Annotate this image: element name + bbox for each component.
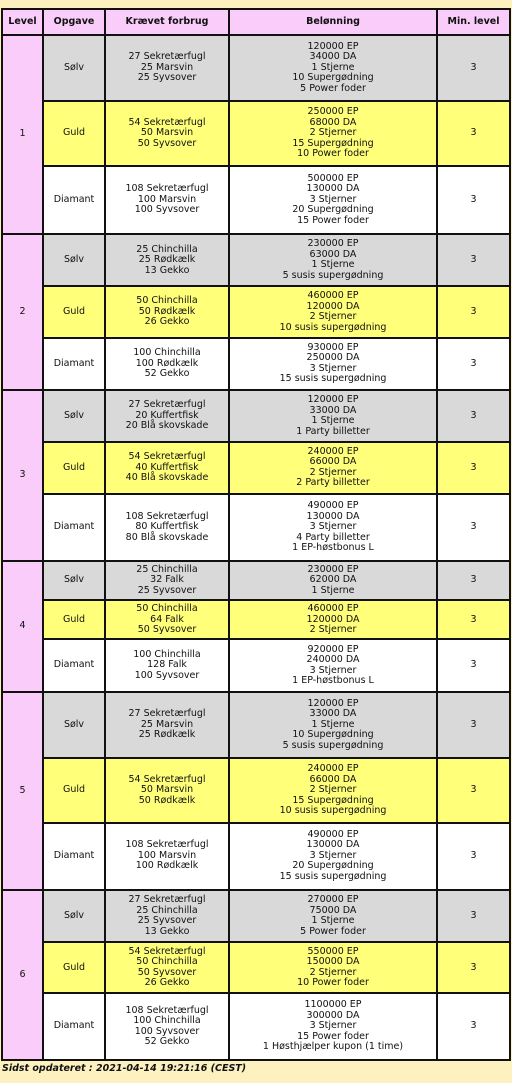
reward-item: 490000 EP	[307, 828, 359, 840]
reward-item: 1 Stjerne	[311, 259, 355, 271]
reward-item: 1 EP-høstbonus L	[292, 675, 374, 687]
reward-item: 1 Høsthjælper kupon (1 time)	[262, 1041, 404, 1053]
level-cell: 1	[2, 35, 43, 234]
required-item: 64 Falk	[150, 613, 184, 625]
required-item: 50 Chinchilla	[136, 956, 198, 968]
header-required: Krævet forbrug	[105, 9, 229, 35]
required-cell	[105, 993, 229, 1060]
required-item: 50 Marsvin	[140, 127, 194, 139]
reward-cell	[229, 600, 437, 639]
required-item: 108 Sekretærfugl	[125, 1004, 209, 1016]
reward-item: 5 susis supergødning	[282, 269, 384, 281]
reward-item: 270000 EP	[307, 894, 359, 906]
required-cell	[105, 600, 229, 639]
task-cell: Guld	[43, 942, 105, 993]
required-cell	[105, 561, 229, 600]
required-cell	[105, 758, 229, 822]
min-level-cell: 3	[437, 600, 510, 639]
required-item: 52 Gekko	[144, 1036, 190, 1048]
rewards-table	[1, 8, 511, 1061]
reward-item: 500000 EP	[307, 172, 359, 184]
table-row	[2, 890, 510, 942]
required-item: 100 Chinchilla	[133, 347, 201, 359]
reward-item: 240000 EP	[307, 445, 359, 457]
required-item: 100 Syvsover	[134, 669, 200, 681]
reward-cell	[229, 338, 437, 390]
min-level-cell: 3	[437, 101, 510, 165]
required-cell	[105, 390, 229, 442]
required-item: 50 Chinchilla	[136, 295, 198, 307]
required-item: 40 Blå skovskade	[125, 472, 209, 484]
reward-item: 33000 DA	[309, 708, 357, 720]
required-item: 108 Sekretærfugl	[125, 510, 209, 522]
reward-item: 1 Stjerne	[311, 718, 355, 730]
reward-item: 920000 EP	[307, 643, 359, 655]
min-level-cell: 3	[437, 692, 510, 758]
reward-item: 1 Stjerne	[311, 584, 355, 596]
min-level-cell: 3	[437, 942, 510, 993]
min-level-cell: 3	[437, 993, 510, 1060]
min-level-cell: 3	[437, 338, 510, 390]
required-item: 32 Falk	[150, 574, 184, 586]
task-cell: Diamant	[43, 338, 105, 390]
required-item: 25 Syvsover	[137, 915, 197, 927]
reward-item: 2 Stjerner	[309, 311, 357, 323]
reward-item: 1 EP-høstbonus L	[292, 542, 374, 554]
required-item: 80 Kuffertfisk	[135, 521, 199, 533]
reward-item: 120000 EP	[307, 40, 359, 52]
table-row	[2, 600, 510, 639]
required-cell	[105, 890, 229, 942]
table-row	[2, 166, 510, 234]
reward-item: 130000 DA	[306, 839, 360, 851]
required-cell	[105, 286, 229, 337]
reward-item: 300000 DA	[306, 1009, 360, 1021]
task-cell: Diamant	[43, 494, 105, 561]
table-row	[2, 234, 510, 286]
reward-item: 33000 DA	[309, 404, 357, 416]
reward-cell	[229, 390, 437, 442]
reward-item: 2 Party billetter	[296, 477, 370, 489]
reward-item: 3 Stjerner	[309, 193, 357, 205]
reward-item: 10 Supergødning	[292, 729, 374, 741]
min-level-cell: 3	[437, 166, 510, 234]
reward-item: 15 Supergødning	[292, 794, 374, 806]
reward-item: 230000 EP	[307, 563, 359, 575]
reward-cell	[229, 993, 437, 1060]
reward-item: 10 Power foder	[297, 148, 369, 160]
table-row	[2, 942, 510, 993]
reward-item: 63000 DA	[309, 248, 357, 260]
min-level-cell: 3	[437, 35, 510, 101]
required-item: 50 Rødkælk	[138, 305, 196, 317]
reward-cell	[229, 561, 437, 600]
task-cell: Diamant	[43, 993, 105, 1060]
reward-item: 2 Stjerner	[309, 624, 357, 636]
required-item: 26 Gekko	[144, 977, 190, 989]
level-cell: 3	[2, 390, 43, 561]
required-cell	[105, 234, 229, 286]
reward-item: 250000 DA	[306, 352, 360, 364]
reward-item: 2 Stjerner	[309, 966, 357, 978]
level-cell: 5	[2, 692, 43, 890]
reward-item: 240000 EP	[307, 763, 359, 775]
reward-cell	[229, 101, 437, 165]
required-cell	[105, 692, 229, 758]
required-item: 54 Sekretærfugl	[128, 773, 206, 785]
reward-item: 5 susis supergødning	[282, 739, 384, 751]
reward-item: 10 Power foder	[297, 977, 369, 989]
min-level-cell: 3	[437, 758, 510, 822]
reward-item: 5 Power foder	[300, 82, 366, 94]
table-row	[2, 561, 510, 600]
reward-item: 490000 EP	[307, 500, 359, 512]
reward-item: 460000 EP	[307, 290, 359, 302]
required-cell	[105, 166, 229, 234]
reward-cell	[229, 286, 437, 337]
required-item: 25 Rødkælk	[138, 254, 196, 266]
required-cell	[105, 494, 229, 561]
last-updated: Sidst opdateret : 2021-04-14 19:21:16 (CEST)	[2, 1063, 247, 1074]
reward-item: 34000 DA	[309, 51, 357, 63]
task-cell: Guld	[43, 286, 105, 337]
reward-cell	[229, 692, 437, 758]
required-item: 50 Syvsover	[137, 624, 197, 636]
min-level-cell: 3	[437, 442, 510, 493]
required-item: 54 Sekretærfugl	[128, 451, 206, 463]
reward-item: 75000 DA	[309, 904, 357, 916]
required-item: 50 Rødkælk	[138, 794, 196, 806]
reward-item: 3 Stjerner	[309, 1020, 357, 1032]
reward-item: 10 susis supergødning	[279, 805, 387, 817]
reward-cell	[229, 234, 437, 286]
table-row	[2, 35, 510, 101]
required-item: 100 Chinchilla	[133, 1015, 201, 1027]
reward-item: 250000 EP	[307, 106, 359, 118]
task-cell: Guld	[43, 101, 105, 165]
task-cell: Sølv	[43, 890, 105, 942]
reward-item: 120000 DA	[306, 613, 360, 625]
reward-item: 460000 EP	[307, 603, 359, 615]
required-item: 100 Chinchilla	[133, 648, 201, 660]
task-cell: Sølv	[43, 390, 105, 442]
table-row	[2, 639, 510, 691]
task-cell: Sølv	[43, 561, 105, 600]
reward-item: 2 Stjerner	[309, 127, 357, 139]
task-cell: Guld	[43, 758, 105, 822]
reward-item: 15 Supergødning	[292, 137, 374, 149]
reward-cell	[229, 758, 437, 822]
required-item: 27 Sekretærfugl	[128, 399, 206, 411]
required-item: 25 Chinchilla	[136, 243, 198, 255]
required-item: 50 Syvsover	[137, 137, 197, 149]
reward-item: 1 Stjerne	[311, 915, 355, 927]
reward-item: 1 Party billetter	[296, 425, 370, 437]
level-cell: 4	[2, 561, 43, 692]
reward-item: 3 Stjerner	[309, 664, 357, 676]
required-item: 100 Marsvin	[137, 849, 197, 861]
required-item: 54 Sekretærfugl	[128, 945, 206, 957]
reward-item: 15 susis supergødning	[279, 870, 387, 882]
table-row	[2, 442, 510, 493]
task-cell: Guld	[43, 600, 105, 639]
table-row	[2, 390, 510, 442]
reward-item: 66000 DA	[309, 456, 357, 468]
reward-item: 930000 EP	[307, 341, 359, 353]
header-level: Level	[2, 9, 43, 35]
task-cell: Sølv	[43, 234, 105, 286]
required-item: 50 Marsvin	[140, 784, 194, 796]
reward-item: 1 Stjerne	[311, 415, 355, 427]
table-body	[2, 35, 510, 1060]
reward-item: 1 Stjerne	[311, 61, 355, 73]
required-item: 25 Marsvin	[140, 61, 194, 73]
reward-cell	[229, 639, 437, 691]
required-item: 25 Chinchilla	[136, 904, 198, 916]
reward-item: 20 Supergødning	[292, 204, 374, 216]
task-cell: Diamant	[43, 823, 105, 890]
min-level-cell: 3	[437, 890, 510, 942]
header-reward: Belønning	[229, 9, 437, 35]
reward-item: 120000 DA	[306, 300, 360, 312]
table-row	[2, 101, 510, 165]
reward-item: 230000 EP	[307, 238, 359, 250]
required-cell	[105, 442, 229, 493]
task-cell: Guld	[43, 442, 105, 493]
required-item: 20 Blå skovskade	[125, 420, 209, 432]
reward-item: 5 Power foder	[300, 925, 366, 937]
required-item: 27 Sekretærfugl	[128, 894, 206, 906]
required-item: 108 Sekretærfugl	[125, 183, 209, 195]
reward-item: 10 Supergødning	[292, 72, 374, 84]
reward-item: 150000 DA	[306, 956, 360, 968]
reward-item: 15 Power foder	[297, 214, 369, 226]
required-item: 54 Sekretærfugl	[128, 116, 206, 128]
required-item: 80 Blå skovskade	[125, 531, 209, 543]
required-item: 50 Chinchilla	[136, 603, 198, 615]
table-row	[2, 494, 510, 561]
min-level-cell: 3	[437, 286, 510, 337]
reward-item: 120000 EP	[307, 697, 359, 709]
table-row	[2, 286, 510, 337]
table-row	[2, 692, 510, 758]
reward-item: 10 susis supergødning	[279, 321, 387, 333]
reward-cell	[229, 166, 437, 234]
required-cell	[105, 823, 229, 890]
table-row	[2, 338, 510, 390]
required-cell	[105, 101, 229, 165]
reward-item: 3 Stjerner	[309, 849, 357, 861]
reward-cell	[229, 942, 437, 993]
required-item: 100 Syvsover	[134, 1025, 200, 1037]
reward-item: 2 Stjerner	[309, 784, 357, 796]
reward-cell	[229, 890, 437, 942]
header-task: Opgave	[43, 9, 105, 35]
required-item: 13 Gekko	[144, 264, 190, 276]
required-item: 13 Gekko	[144, 925, 190, 937]
reward-item: 15 susis supergødning	[279, 373, 387, 385]
required-item: 25 Rødkælk	[138, 729, 196, 741]
reward-cell	[229, 494, 437, 561]
required-item: 25 Chinchilla	[136, 563, 198, 575]
task-cell: Sølv	[43, 692, 105, 758]
reward-item: 68000 DA	[309, 116, 357, 128]
required-item: 20 Kuffertfisk	[135, 409, 199, 421]
required-item: 128 Falk	[147, 659, 187, 671]
required-item: 25 Syvsover	[137, 72, 197, 84]
task-cell: Sølv	[43, 35, 105, 101]
reward-item: 66000 DA	[309, 773, 357, 785]
task-cell: Diamant	[43, 639, 105, 691]
reward-item: 130000 DA	[306, 183, 360, 195]
required-item: 100 Rødkælk	[135, 860, 199, 872]
reward-item: 120000 EP	[307, 394, 359, 406]
header-min-level: Min. level	[437, 9, 510, 35]
required-cell	[105, 639, 229, 691]
reward-cell	[229, 35, 437, 101]
required-item: 100 Marsvin	[137, 193, 197, 205]
reward-item: 550000 EP	[307, 945, 359, 957]
reward-item: 4 Party billetter	[296, 531, 370, 543]
required-item: 27 Sekretærfugl	[128, 708, 206, 720]
reward-item: 2 Stjerner	[309, 466, 357, 478]
table-row	[2, 758, 510, 822]
required-item: 50 Syvsover	[137, 966, 197, 978]
task-cell: Diamant	[43, 166, 105, 234]
required-item: 100 Rødkælk	[135, 357, 199, 369]
reward-item: 3 Stjerner	[309, 362, 357, 374]
level-cell: 6	[2, 890, 43, 1060]
required-item: 108 Sekretærfugl	[125, 839, 209, 851]
required-item: 100 Syvsover	[134, 204, 200, 216]
min-level-cell: 3	[437, 494, 510, 561]
required-cell	[105, 35, 229, 101]
reward-item: 15 Power foder	[297, 1030, 369, 1042]
required-cell	[105, 338, 229, 390]
required-item: 25 Marsvin	[140, 718, 194, 730]
reward-item: 130000 DA	[306, 510, 360, 522]
min-level-cell: 3	[437, 390, 510, 442]
table-row	[2, 823, 510, 890]
reward-cell	[229, 442, 437, 493]
min-level-cell: 3	[437, 823, 510, 890]
level-cell: 2	[2, 234, 43, 390]
min-level-cell: 3	[437, 639, 510, 691]
required-item: 27 Sekretærfugl	[128, 51, 206, 63]
reward-cell	[229, 823, 437, 890]
reward-item: 20 Supergødning	[292, 860, 374, 872]
min-level-cell: 3	[437, 234, 510, 286]
table-row	[2, 993, 510, 1060]
required-cell	[105, 942, 229, 993]
required-item: 52 Gekko	[144, 368, 190, 380]
reward-item: 62000 DA	[309, 574, 357, 586]
reward-item: 3 Stjerner	[309, 521, 357, 533]
reward-item: 240000 DA	[306, 654, 360, 666]
header-row	[2, 9, 510, 35]
reward-item: 1100000 EP	[304, 999, 362, 1011]
required-item: 25 Syvsover	[137, 584, 197, 596]
min-level-cell: 3	[437, 561, 510, 600]
required-item: 40 Kuffertfisk	[135, 461, 199, 473]
required-item: 26 Gekko	[144, 316, 190, 328]
